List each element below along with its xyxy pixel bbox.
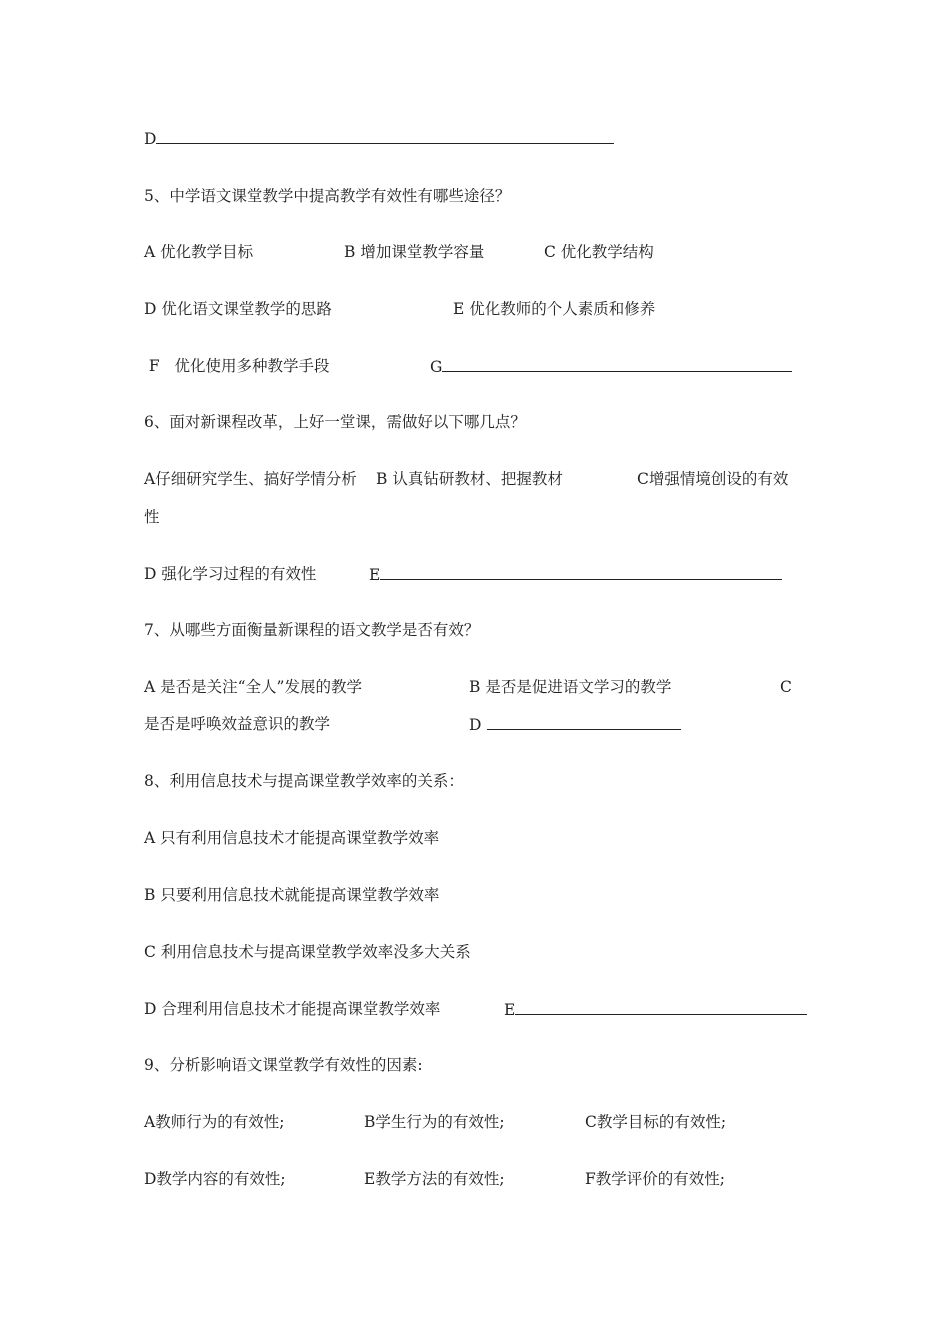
question-text: 5、中学语文课堂教学中提高教学有效性有哪些途径？ bbox=[144, 187, 511, 205]
option-f: F教学评价的有效性; bbox=[585, 1170, 725, 1188]
q8-option-a bbox=[144, 828, 439, 848]
q6-options-row-1-wrap bbox=[144, 507, 160, 527]
option-label: D bbox=[144, 130, 157, 148]
option-c: C 利用信息技术与提高课堂教学效率没多大关系 bbox=[144, 943, 471, 961]
option-a: A 是否是关注“全人”发展的教学 bbox=[144, 678, 362, 696]
option-g: G bbox=[430, 358, 443, 376]
fill-blank[interactable] bbox=[380, 564, 782, 580]
option-b: B 是否是促进语文学习的教学 bbox=[469, 678, 672, 696]
option-a: A 优化教学目标 bbox=[144, 243, 254, 261]
option-c: C教学目标的有效性; bbox=[585, 1113, 727, 1131]
option-b: B 增加课堂教学容量 bbox=[344, 243, 485, 261]
option-d: D 优化语文课堂教学的思路 bbox=[144, 300, 332, 318]
option-e: E bbox=[369, 566, 381, 584]
question-text: 8、利用信息技术与提高课堂教学效率的关系： bbox=[144, 772, 464, 790]
option-a: A 只有利用信息技术才能提高课堂教学效率 bbox=[144, 829, 440, 847]
option-d: D bbox=[469, 716, 482, 734]
question-text: 9、分析影响语文课堂教学有效性的因素: bbox=[144, 1056, 423, 1074]
question-text: 6、面对新课程改革，上好一堂课，需做好以下哪几点？ bbox=[144, 413, 526, 431]
option-a: A教师行为的有效性; bbox=[144, 1113, 285, 1131]
question-5 bbox=[144, 186, 510, 206]
option-c-wrap: 性 bbox=[144, 508, 160, 526]
option-d: D教学内容的有效性; bbox=[144, 1170, 286, 1188]
fill-blank[interactable] bbox=[442, 356, 792, 372]
question-text: 7、从哪些方面衡量新课程的语文教学是否有效？ bbox=[144, 621, 480, 639]
option-d: D 合理利用信息技术才能提高课堂教学效率 bbox=[144, 1000, 441, 1018]
fill-blank[interactable] bbox=[487, 714, 681, 730]
option-a: A仔细研究学生、搞好学情分析 bbox=[144, 470, 357, 488]
option-c: C bbox=[780, 678, 792, 696]
q8-option-c bbox=[144, 942, 471, 962]
option-d: D 强化学习过程的有效性 bbox=[144, 565, 317, 583]
option-e: E bbox=[504, 1001, 516, 1019]
question-7 bbox=[144, 620, 479, 640]
option-c-wrap: 是否是呼唤效益意识的教学 bbox=[144, 715, 331, 733]
option-b: B 只要利用信息技术就能提高课堂教学效率 bbox=[144, 886, 440, 904]
question-6 bbox=[144, 412, 526, 432]
option-b: B 认真钻研教材、把握教材 bbox=[376, 470, 563, 488]
option-c: C增强情境创设的有效 bbox=[637, 470, 789, 488]
fill-blank[interactable] bbox=[515, 999, 807, 1015]
option-c: C 优化教学结构 bbox=[544, 243, 654, 261]
question-8 bbox=[144, 771, 464, 791]
option-f: F 优化使用多种教学手段 bbox=[144, 357, 330, 375]
option-b: B学生行为的有效性; bbox=[364, 1113, 505, 1131]
fill-blank[interactable] bbox=[156, 128, 614, 144]
option-e: E 优化教师的个人素质和修养 bbox=[453, 300, 656, 318]
option-e: E教学方法的有效性; bbox=[364, 1170, 505, 1188]
q8-option-b bbox=[144, 885, 439, 905]
question-9 bbox=[144, 1055, 423, 1075]
